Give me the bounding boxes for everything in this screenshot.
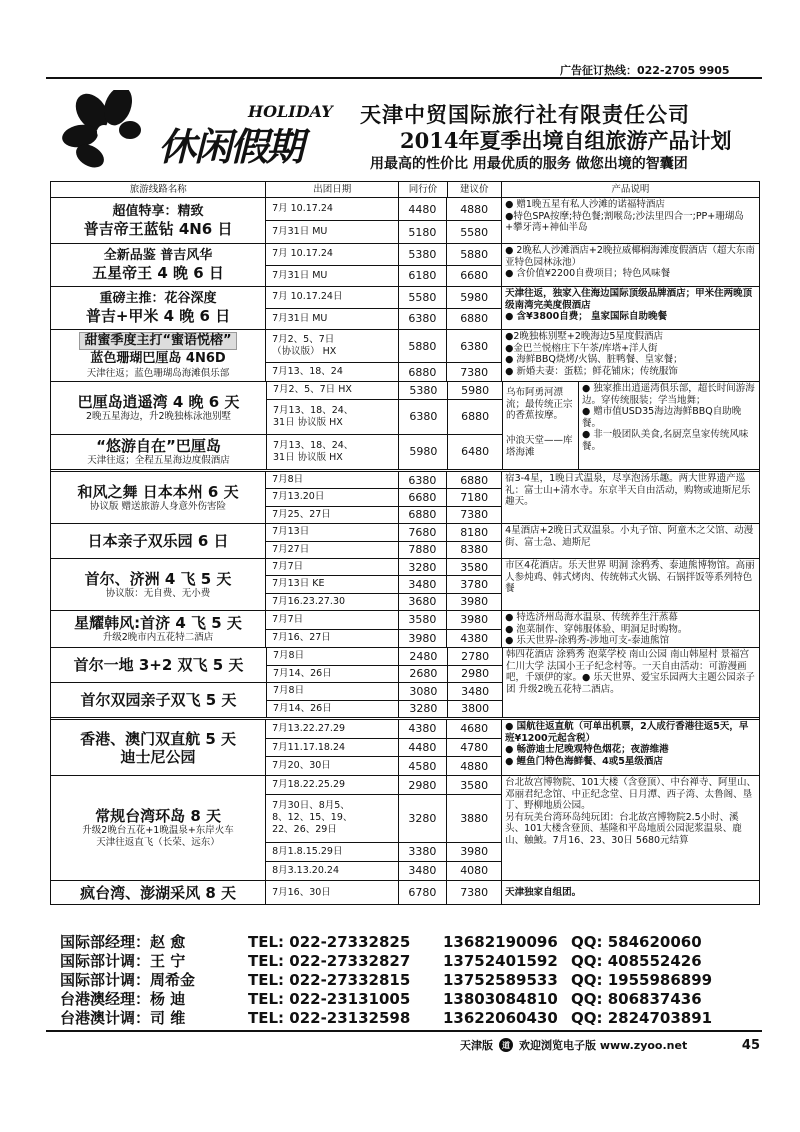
peer-price-cell: 3280 — [399, 795, 448, 842]
schedule-rows — [267, 683, 503, 717]
route-cell — [51, 524, 266, 558]
peer-price-cell: 2680 — [399, 666, 448, 683]
route-subtitle: 天津往返；蓝色珊瑚岛海滩俱乐部 — [86, 367, 230, 379]
date-cell: 7月8日 — [267, 648, 399, 665]
peer-price-cell: 7880 — [399, 542, 448, 559]
route-subtitle: 协议版 赠送旅游人身意外伤害险 — [90, 500, 227, 512]
date-cell: 7月31日 MU — [266, 221, 398, 243]
suggested-price-cell: 7180 — [460, 490, 489, 504]
schedule-rows — [267, 382, 503, 434]
table-row — [266, 198, 501, 220]
peer-price-cell: 4580 — [399, 757, 448, 775]
description-cell: ● 2晚私人沙滩酒店+2晚拉威椰榈海滩度假酒店（超大东南亚特色园林泳池） ● 含价值¥2200自费项目；特色风味餐 — [505, 245, 755, 279]
footer-logo-icon: 道 — [499, 1038, 513, 1052]
date-cell: 7月 10.17.24 — [266, 244, 398, 265]
logo-chinese-text: 休闲假期 — [158, 124, 303, 169]
description-cell — [503, 382, 759, 469]
date-cell: 8月1.8.15.29日 — [266, 843, 398, 861]
contact-row — [60, 989, 760, 1008]
date-cell: 7月16、30日 — [266, 881, 398, 904]
peer-price-cell: 6880 — [399, 507, 448, 523]
date-cell: 7月13、18、24、 31日 协议版 HX — [267, 435, 399, 469]
logo-holiday-text: HOLIDAY — [248, 102, 333, 121]
table-row — [266, 362, 501, 381]
suggested-price-cell: 3580 — [460, 778, 489, 792]
route-cell — [51, 330, 266, 381]
route-subtitle: 升级2晚台五花+1晚温泉+东岸火车 — [82, 825, 234, 836]
seoul-3plus2 — [51, 648, 503, 682]
date-cell: 7月31日 MU — [266, 309, 398, 330]
description-cell: ● 国航往返直航（可单出机票，2人成行香港往返5天，早班¥1200元起含税） ● 畅游迪士尼晚观特色烟花；夜游维港 ● 鲤鱼门特色海鲜餐、4或5星级酒店 — [505, 721, 749, 767]
peer-price-cell: 4380 — [399, 720, 448, 738]
description-cell: 市区4花酒店。乐天世界 明洞 涂鸦秀、泰迪熊博物馆。高丽人参炖鸡、韩式烤肉、传统韩式火锅、石锅拌饭等系列特色餐 — [505, 560, 755, 594]
suggested-price-cell: 4780 — [460, 741, 489, 754]
table-row — [266, 776, 501, 794]
description-cell: 天津独家自组团。 — [505, 886, 582, 898]
table-group — [51, 286, 759, 329]
date-cell: 7月30日、8月5、 8、12、15、19、 22、26、29日 — [266, 795, 398, 842]
contact-title: 国际部计调：王 宁 — [60, 952, 186, 970]
contact-mobile: 13752401592 — [443, 951, 558, 970]
route-cell — [51, 287, 266, 329]
contact-title: 台港澳计调：司 维 — [60, 1009, 186, 1027]
table-row — [266, 541, 501, 559]
date-cell: 7月2、5、7日 HX — [267, 382, 399, 399]
date-cell: 7月7日 — [266, 611, 398, 629]
header-peer-price: 同行价 — [399, 182, 448, 197]
table-row — [267, 382, 502, 399]
peer-price-cell: 7680 — [399, 524, 448, 541]
date-cell: 7月18.22.25.29 — [266, 776, 398, 794]
route-name: 普吉+甲米 4 晚 6 日 — [85, 307, 231, 325]
route-subtitle: 2晚五星海边，升2晚独栋泳池别墅 — [85, 410, 232, 422]
suggested-price-cell: 4080 — [460, 864, 489, 878]
table-row — [266, 506, 501, 523]
contact-row — [60, 1008, 760, 1027]
table-row — [266, 756, 501, 775]
table-group — [51, 523, 759, 558]
peer-price-cell: 2980 — [399, 776, 448, 794]
suggested-price-cell: 2780 — [461, 649, 490, 663]
plan-title: 2014年夏季出境自组旅游产品计划 — [400, 128, 732, 153]
page-footer — [460, 1037, 760, 1053]
seoul-family — [51, 682, 503, 717]
table-group — [51, 243, 759, 286]
top-rule — [46, 77, 762, 79]
route-cell — [51, 198, 266, 243]
schedule-rows — [266, 611, 502, 647]
page-number: 45 — [741, 1037, 760, 1053]
bali-youyou — [51, 434, 503, 469]
table-row — [266, 629, 501, 648]
tour-table — [50, 181, 760, 905]
schedule-rows — [266, 244, 502, 286]
description-kuta: 冲浪天堂——库塔海滩 — [506, 435, 573, 458]
description-cell: ●2晚独栋别墅+2晚海边5星度假酒店 ●金巴兰悦榕庄下午茶/库塔+洋人街 ● 海鲜BBQ烧烤/火锅、脏鸭餐、皇家餐； ● 新婚夫妻：蛋糕；鲜花铺床；传统服饰 — [505, 331, 683, 377]
table-row — [266, 720, 501, 738]
route-cell — [51, 720, 266, 775]
date-cell: 7月14、26日 — [267, 701, 399, 718]
table-row — [266, 244, 501, 265]
footer-text[interactable]: 欢迎浏览电子版 www.zyoo.net — [519, 1039, 688, 1052]
date-cell: 7月8日 — [267, 683, 399, 700]
peer-price-cell: 5380 — [399, 244, 448, 265]
ad-hotline: 广告征订热线：022-2705 9905 — [560, 64, 730, 77]
peer-price-cell: 3080 — [399, 683, 448, 700]
peer-price-cell: 4480 — [399, 739, 448, 757]
route-name: 疯台湾、澎湖采风 8 天 — [80, 883, 236, 902]
peer-price-cell: 6380 — [399, 400, 448, 434]
suggested-price-cell: 4680 — [460, 722, 489, 736]
date-cell: 7月13、18、24 — [266, 363, 398, 381]
suggested-price-cell: 6880 — [461, 410, 490, 424]
bottom-rule — [46, 1030, 762, 1032]
route-tag: 重磅主推：花谷深度 — [99, 291, 217, 306]
peer-price-cell: 6180 — [399, 266, 448, 287]
contact-title: 台港澳经理：杨 迪 — [60, 990, 186, 1008]
route-name: 首尔、济洲 4 飞 5 天 — [84, 569, 232, 588]
table-group — [51, 610, 759, 647]
suggested-price-cell: 4880 — [460, 202, 489, 216]
table-row — [266, 794, 501, 842]
table-row — [266, 308, 501, 330]
suggested-price-cell: 2980 — [461, 667, 490, 681]
date-cell: 7月16、27日 — [266, 630, 398, 648]
contact-row — [60, 970, 760, 989]
table-row — [266, 593, 501, 610]
table-row — [266, 881, 501, 904]
contact-qq: QQ: 584620060 — [571, 932, 702, 951]
date-cell: 7月31日 MU — [266, 266, 398, 287]
suggested-price-cell: 3880 — [460, 811, 489, 825]
peer-price-cell: 5880 — [399, 330, 448, 362]
peer-price-cell: 6780 — [399, 881, 448, 904]
peer-price-cell: 3480 — [399, 576, 448, 592]
table-group — [51, 558, 759, 610]
table-row — [266, 265, 501, 287]
date-cell: 7月11.17.18.24 — [266, 739, 398, 757]
peer-price-cell: 3480 — [399, 862, 448, 880]
table-row — [266, 842, 501, 861]
contact-tel: TEL: 022-23131005 — [248, 989, 411, 1008]
suggested-price-cell: 6480 — [461, 445, 490, 459]
contact-tel: TEL: 022-23132598 — [248, 1008, 411, 1027]
table-row — [266, 488, 501, 505]
date-cell: 7月2、5、7日 （协议版） HX — [266, 330, 398, 362]
peer-price-cell: 6380 — [399, 472, 448, 488]
date-cell: 7月13日 — [266, 524, 398, 541]
footer-edition: 天津版 — [460, 1039, 493, 1052]
seoul-block — [51, 648, 503, 717]
date-cell: 7月25、27日 — [266, 507, 398, 523]
table-row — [267, 648, 502, 665]
route-name: 首尔一地 3+2 双飞 5 天 — [73, 656, 244, 674]
suggested-price-cell: 5580 — [460, 225, 489, 239]
schedule-rows — [266, 559, 502, 610]
date-cell: 7月 10.17.24日 — [266, 287, 398, 308]
peer-price-cell: 4480 — [399, 198, 448, 220]
table-row — [266, 330, 501, 362]
suggested-price-cell: 3780 — [460, 577, 489, 591]
description-rafting: 乌布阿勇河漂流；最传统正宗的香蕉按摩。 — [506, 387, 573, 421]
contact-mobile: 13803084810 — [443, 989, 558, 1008]
schedule-rows — [266, 287, 502, 329]
date-cell: 7月8日 — [266, 472, 398, 488]
peer-price-cell: 6380 — [399, 309, 448, 330]
date-cell: 7月16.23.27.30 — [266, 594, 398, 610]
peer-price-cell: 3280 — [399, 701, 448, 718]
slogan: 用最高的性价比 用最优质的服务 做您出境的智囊团 — [370, 156, 688, 172]
description-cell: 韩四花酒店 涂鸦秀 泡菜学校 南山公园 南山韩屋村 景福宫 仁川大学 法国小王子纪念村等。一天自由活动：可游漫画吧，千颂伊的家。● 乐天世界、爱宝乐园两大主题公园亲子团 升级2晚五花特二酒店。 — [506, 649, 755, 695]
peer-price-cell: 5980 — [399, 435, 448, 469]
route-name: 普吉帝王蓝钻 4N6 日 — [83, 219, 233, 238]
description-right: ● 独家推出逍遥湾俱乐部，超长时间游海边。穿传统服装；学当地舞； ● 赠市值USD35海边海鲜BBQ自助晚餐。 ● 非一般团队美食,名厨烹皇家传统风味餐。 — [582, 383, 755, 452]
route-cell — [51, 683, 267, 717]
suggested-price-cell: 6880 — [460, 473, 489, 487]
route-tag: 超值特享：精致 — [112, 203, 204, 219]
table-group — [51, 381, 759, 469]
peer-price-cell: 5380 — [399, 382, 448, 399]
suggested-price-cell: 3980 — [460, 613, 489, 627]
description-cell: 台北故宫博物院、101大楼（含登顶）、中台禅寺、阿里山、邓丽君纪念馆、中正纪念堂、日月潭、西子湾、太鲁阁、垦丁、野柳地质公园。 另有玩美台湾环岛纯玩团：台北故宫博物院2.5小时、溪头、101大楼含登顶、基隆和平岛地质公园泥浆温泉、鹿山、触鮍。7月16、23、30日 5680元结算 — [505, 777, 756, 846]
suggested-price-cell: 6380 — [460, 339, 489, 353]
route-cell — [51, 244, 266, 286]
table-row — [266, 472, 501, 488]
header-suggested-price: 建议价 — [448, 182, 502, 197]
suggested-price-cell: 3480 — [461, 684, 490, 698]
route-tag: 全新品鉴 普吉风华 — [103, 248, 213, 263]
schedule-rows — [267, 648, 503, 682]
header-route: 旅游线路名称 — [51, 182, 266, 197]
schedule-rows — [266, 776, 502, 880]
date-cell: 7月13、18、24、 31日 协议版 HX — [267, 400, 399, 434]
contact-qq: QQ: 408552426 — [571, 951, 702, 970]
contact-tel: TEL: 022-27332827 — [248, 951, 411, 970]
suggested-price-cell: 4380 — [460, 631, 489, 645]
schedule-rows — [266, 524, 502, 558]
suggested-price-cell: 8180 — [460, 525, 489, 539]
table-group — [51, 880, 759, 904]
route-subtitle: 升级2晚市内五花特二酒店 — [102, 632, 214, 643]
date-cell: 7月 10.17.24 — [266, 198, 398, 220]
schedule-rows — [266, 720, 502, 775]
route-name: 和风之舞 日本本州 6 天 — [77, 482, 239, 501]
date-cell: 7月14、26日 — [267, 666, 399, 683]
table-row — [266, 611, 501, 629]
suggested-price-cell: 6880 — [460, 312, 489, 326]
table-row — [266, 524, 501, 541]
bali-block — [51, 382, 503, 469]
route-subtitle: 天津往返；全程五星海边度假酒店 — [87, 454, 230, 466]
date-cell: 8月3.13.20.24 — [266, 862, 398, 880]
route-cell — [51, 648, 267, 682]
route-cell — [51, 611, 266, 647]
route-name: “悠游自在”巴厘岛 — [96, 436, 221, 455]
peer-price-cell: 3980 — [399, 630, 448, 648]
route-name: 首尔双园亲子双飞 5 天 — [80, 691, 237, 709]
suggested-price-cell: 3800 — [461, 702, 490, 716]
contact-qq: QQ: 2824703891 — [571, 1008, 713, 1027]
suggested-price-cell: 4880 — [460, 759, 489, 773]
peer-price-cell: 3280 — [399, 559, 448, 575]
table-row — [266, 220, 501, 243]
holiday-logo — [60, 90, 360, 174]
table-group — [51, 198, 759, 243]
contact-tel: TEL: 022-27332815 — [248, 970, 411, 989]
table-row — [267, 665, 502, 683]
suggested-price-cell: 8380 — [460, 543, 489, 557]
table-group — [51, 647, 759, 717]
description-cell: ● 特选济州岛海水温泉、传统养生汗蒸幕 ● 泡菜制作、穿韩服体验、明洞足时购物。 ● 乐天世界-涂鸦秀-涉地可支-泰迪熊馆 — [505, 612, 688, 646]
peer-price-cell: 3380 — [399, 843, 448, 861]
table-row — [267, 683, 502, 700]
peer-price-cell: 2480 — [399, 648, 448, 665]
contact-tel: TEL: 022-27332825 — [248, 932, 411, 951]
route-name: 五星帝王 4 晚 6 日 — [92, 264, 224, 282]
suggested-price-cell: 3580 — [460, 560, 489, 574]
peer-price-cell: 5180 — [399, 221, 448, 243]
table-row — [266, 861, 501, 880]
contact-mobile: 13752589533 — [443, 970, 558, 989]
route-cell — [51, 881, 266, 904]
contact-title: 国际部计调：周希金 — [60, 971, 196, 989]
schedule-rows — [266, 330, 502, 381]
route-name: 日本亲子双乐园 6 日 — [87, 532, 229, 550]
table-row — [266, 559, 501, 575]
suggested-price-cell: 3980 — [460, 845, 489, 859]
table-group — [51, 469, 759, 523]
table-row — [266, 738, 501, 757]
peer-price-cell: 3580 — [399, 611, 448, 629]
route-cell — [51, 559, 266, 610]
bali-xiaoyao — [51, 382, 503, 434]
schedule-rows — [266, 198, 502, 243]
contact-mobile: 13682190096 — [443, 932, 558, 951]
contact-row — [60, 932, 760, 951]
route-tag: 甜蜜季度主打“蜜语悦榕” — [79, 332, 236, 350]
route-name: 香港、澳门双直航 5 天 — [80, 729, 236, 748]
suggested-price-cell: 6680 — [460, 269, 489, 283]
description-cell: 宿3-4星，1晚日式温泉，尽享泡汤乐趣。两大世界遗产巡礼：富士山+清水寺。东京半天自由活动，购物或迪斯尼乐趣天。 — [505, 473, 751, 507]
route-name: 蓝色珊瑚巴厘岛 4N6D — [90, 350, 226, 366]
route-subtitle-2: 天津往返直飞（长荣、远东） — [96, 837, 220, 848]
date-cell: 7月27日 — [266, 542, 398, 559]
table-row — [267, 435, 502, 469]
date-cell: 7月7日 — [266, 559, 398, 575]
suggested-price-cell: 7380 — [460, 886, 489, 899]
table-row — [266, 287, 501, 308]
table-header — [51, 182, 759, 198]
date-cell: 7月13.20日 — [266, 489, 398, 505]
contact-qq: QQ: 1955986899 — [571, 970, 713, 989]
table-row — [267, 399, 502, 434]
description-cell: ● 赠1晚五星有私人沙滩的诺福特酒店 ●特色SPA按摩;特色餐;割喉岛;沙法里四合一;PP+珊瑚岛+攀牙湾+神仙半岛 — [505, 199, 744, 233]
route-cell — [51, 382, 267, 434]
header-description: 产品说明 — [611, 184, 650, 195]
contact-list — [60, 932, 760, 1027]
route-name: 巴厘岛逍遥湾 4 晚 6 天 — [77, 392, 240, 411]
suggested-price-cell: 5980 — [461, 383, 490, 397]
header-date: 出团日期 — [266, 182, 399, 197]
table-row — [266, 575, 501, 592]
route-name-line2: 迪士尼公园 — [120, 747, 196, 766]
description-cell: 4星酒店+2晚日式双温泉。小丸子馆、阿童木之父馆、动漫街、富士急、迪斯尼 — [505, 525, 754, 548]
date-cell: 7月20、30日 — [266, 757, 398, 775]
table-group — [51, 329, 759, 381]
schedule-rows — [266, 472, 502, 523]
schedule-rows — [266, 881, 502, 904]
suggested-price-cell: 5980 — [460, 290, 489, 304]
suggested-price-cell: 3980 — [460, 595, 489, 609]
contact-title: 国际部经理：赵 愈 — [60, 933, 186, 951]
description-cell: 天津往返，独家入住海边国际顶级品牌酒店；甲米住两晚顶级南湾完美度假酒店 ● 含¥3800自费； 皇家国际自助晚餐 — [505, 288, 753, 322]
company-name: 天津中贸国际旅行社有限责任公司 — [360, 102, 690, 127]
schedule-rows — [267, 435, 503, 469]
peer-price-cell: 5580 — [399, 287, 448, 308]
suggested-price-cell: 7380 — [460, 508, 489, 522]
peer-price-cell: 6680 — [399, 489, 448, 505]
contact-mobile: 13622060430 — [443, 1008, 558, 1027]
table-row — [267, 700, 502, 718]
table-group — [51, 775, 759, 880]
peer-price-cell: 3680 — [399, 594, 448, 610]
route-cell — [51, 472, 266, 523]
route-cell — [51, 435, 267, 469]
route-name: 星耀韩风:首济 4 飞 5 天 — [74, 614, 242, 632]
description-left — [503, 382, 579, 469]
route-subtitle: 协议版：无自费、无小费 — [105, 587, 211, 599]
peer-price-cell: 6880 — [399, 363, 448, 381]
route-name: 常规台湾环岛 8 天 — [95, 807, 221, 825]
date-cell: 7月13日 KE — [266, 576, 398, 592]
route-cell — [51, 776, 266, 880]
contact-qq: QQ: 806837436 — [571, 989, 702, 1008]
suggested-price-cell: 5880 — [460, 247, 489, 261]
contact-row — [60, 951, 760, 970]
suggested-price-cell: 7380 — [460, 365, 489, 379]
table-group — [51, 717, 759, 775]
date-cell: 7月13.22.27.29 — [266, 720, 398, 738]
